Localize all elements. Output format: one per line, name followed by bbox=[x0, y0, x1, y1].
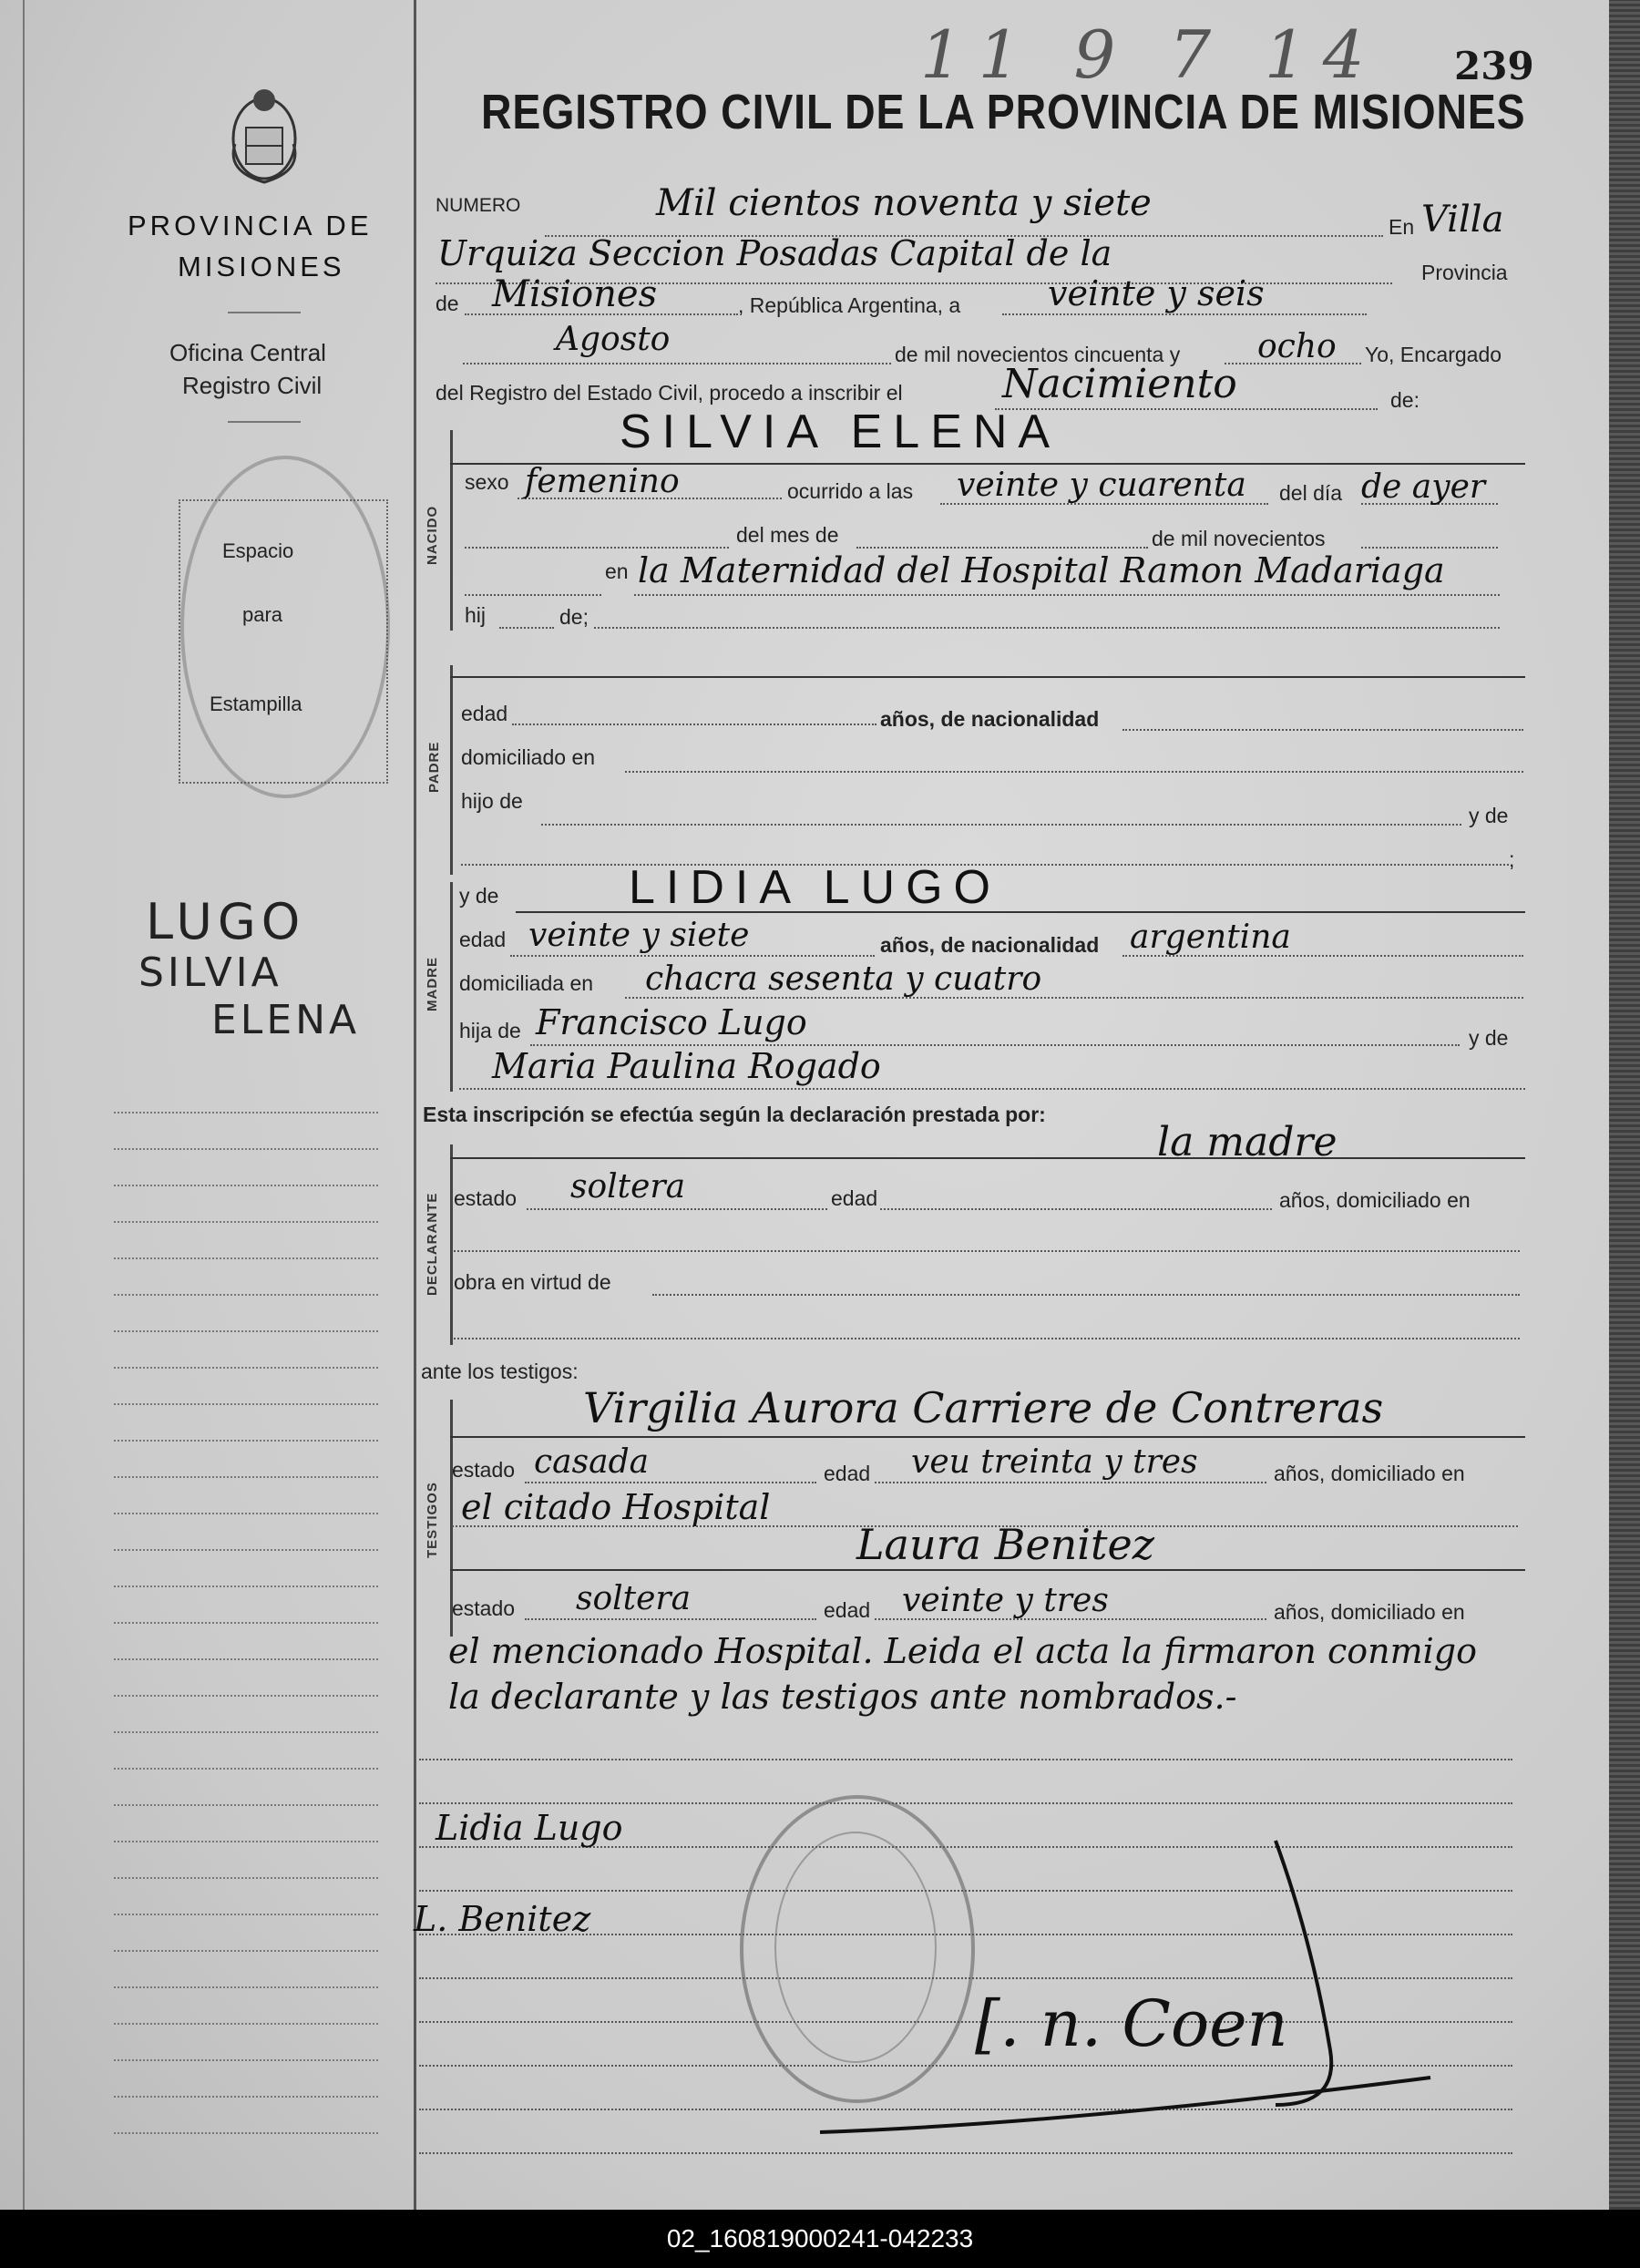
sexo-label: sexo bbox=[465, 470, 509, 494]
margin-surname: LUGO bbox=[146, 893, 306, 950]
margin-rule-line bbox=[114, 1440, 378, 1442]
office-line-2: Registro Civil bbox=[182, 372, 323, 399]
hora-value: veinte y cuarenta bbox=[957, 467, 1246, 504]
fill-line bbox=[625, 771, 1523, 773]
margin-rule-line bbox=[114, 1804, 378, 1806]
fill-line bbox=[454, 1250, 1520, 1252]
lugar-value: la Maternidad del Hospital Ramon Madariaga bbox=[638, 550, 1445, 590]
nacido-name: SILVIA ELENA bbox=[620, 405, 1061, 458]
madre-madre-value: Maria Paulina Rogado bbox=[492, 1046, 881, 1086]
year-label: de mil novecientos cincuenta y bbox=[895, 343, 1181, 366]
declarante-edad-label: edad bbox=[831, 1186, 878, 1210]
madre-edad-value: veinte y siete bbox=[528, 917, 750, 954]
name-line bbox=[450, 1157, 1525, 1159]
act-value: Nacimiento bbox=[1002, 361, 1237, 407]
margin-rule-line bbox=[114, 2132, 378, 2134]
margin-rule-line bbox=[114, 2096, 378, 2098]
testigo1-estado-value: casada bbox=[534, 1443, 650, 1481]
testigo2-edad-label: edad bbox=[824, 1598, 871, 1622]
declarante-side-label: DECLARANTE bbox=[425, 1192, 440, 1296]
fill-line bbox=[1122, 729, 1523, 731]
madre-nacionalidad-value: argentina bbox=[1130, 918, 1291, 956]
fill-line bbox=[463, 363, 891, 364]
officer-signature-flourish bbox=[802, 1832, 1458, 2160]
margin-rule-line bbox=[114, 1622, 378, 1624]
padre-anos-label: años, de nacionalidad bbox=[880, 707, 1100, 731]
padre-yde-label: y de bbox=[1469, 804, 1509, 827]
province-line-1: PROVINCIA DE bbox=[128, 210, 373, 241]
republica-label: , República Argentina, a bbox=[738, 293, 961, 317]
testigo2-edad-value: veinte y tres bbox=[902, 1582, 1109, 1619]
declarante-por-value: la madre bbox=[1157, 1119, 1338, 1165]
testigo1-edad-label: edad bbox=[824, 1462, 871, 1485]
margin-rule-line bbox=[114, 1549, 378, 1551]
yo-label: Yo, Encargado bbox=[1365, 343, 1502, 366]
section-bracket bbox=[450, 430, 453, 631]
fill-line bbox=[525, 1482, 816, 1483]
handwritten-folio-number: 11 9 7 14 bbox=[920, 16, 1381, 93]
padre-side-label: PADRE bbox=[426, 741, 442, 793]
margin-rule-line bbox=[114, 1695, 378, 1697]
fill-line bbox=[525, 1618, 816, 1620]
section-bracket bbox=[450, 1144, 453, 1345]
fill-line bbox=[465, 547, 729, 549]
fill-line bbox=[1361, 547, 1498, 549]
declarante-intro-label: Esta inscripción se efectúa según la declaración prestada por: bbox=[423, 1103, 1046, 1126]
testigos-side-label: TESTIGOS bbox=[425, 1482, 440, 1558]
madre-yde2-label: y de bbox=[1469, 1026, 1509, 1050]
en-lugar-label: en bbox=[605, 559, 629, 583]
padre-edad-label: edad bbox=[461, 702, 508, 725]
madre-side-label: MADRE bbox=[425, 957, 440, 1011]
margin-rule-line bbox=[114, 1658, 378, 1660]
column-divider bbox=[414, 0, 416, 2210]
page-title: REGISTRO CIVIL DE LA PROVINCIA DE MISIONES bbox=[481, 85, 1526, 139]
margin-rule-line bbox=[114, 1367, 378, 1369]
divider bbox=[228, 312, 301, 313]
coat-of-arms-icon bbox=[219, 80, 310, 190]
margin-rule-line bbox=[114, 1185, 378, 1186]
testigo1-name: Virgilia Aurora Carriere de Contreras bbox=[583, 1383, 1384, 1432]
name-line bbox=[450, 676, 1525, 678]
testigo1-domicilio-value: el citado Hospital bbox=[461, 1487, 771, 1527]
declarante-anos-label: años, domiciliado en bbox=[1279, 1188, 1471, 1212]
place-value: Urquiza Seccion Posadas Capital de la bbox=[437, 233, 1112, 273]
page-number: 239 bbox=[1454, 44, 1534, 88]
nacido-side-label: NACIDO bbox=[425, 505, 440, 565]
padre-semicolon: ; bbox=[1509, 847, 1515, 871]
provincia-label: Provincia bbox=[1421, 261, 1508, 284]
fill-line bbox=[454, 1338, 1520, 1339]
fill-line bbox=[1002, 313, 1367, 315]
stamp-box bbox=[179, 499, 388, 784]
margin-rule-line bbox=[114, 1294, 378, 1296]
closing-line-1: el mencionado Hospital. Leida el acta la firmaron conmigo bbox=[448, 1631, 1477, 1671]
signature-witness: L. Benitez bbox=[414, 1899, 591, 1939]
margin-rule-line bbox=[114, 1403, 378, 1405]
closing-line-2: la declarante y las testigos ante nombrados.- bbox=[448, 1677, 1237, 1717]
margin-rule-line bbox=[114, 1112, 378, 1113]
left-margin-column bbox=[0, 0, 414, 2210]
margin-rule-line bbox=[114, 1586, 378, 1587]
declarante-estado-label: estado bbox=[454, 1186, 518, 1210]
margin-rule bbox=[23, 0, 25, 2210]
madre-hija-label: hija de bbox=[459, 1019, 521, 1042]
fill-line bbox=[512, 724, 876, 725]
numero-value: Mil cientos noventa y siete bbox=[656, 182, 1152, 224]
testigo1-anos-label: años, domiciliado en bbox=[1274, 1462, 1465, 1485]
dia-label: del día bbox=[1279, 481, 1343, 505]
signature-mother: Lidia Lugo bbox=[436, 1808, 623, 1848]
rule-line bbox=[419, 1759, 1512, 1760]
fill-line bbox=[510, 955, 875, 957]
fill-line bbox=[499, 627, 554, 629]
testigo2-estado-label: estado bbox=[452, 1596, 516, 1620]
madre-yde-label: y de bbox=[459, 884, 499, 908]
fill-line bbox=[875, 1482, 1266, 1483]
margin-rule-line bbox=[114, 1148, 378, 1150]
fill-line bbox=[541, 824, 1461, 826]
registro-label: del Registro del Estado Civil, procedo a inscribir el bbox=[436, 381, 903, 405]
fill-line bbox=[594, 627, 1500, 629]
section-bracket bbox=[450, 665, 453, 875]
hij-label: hij bbox=[465, 603, 487, 627]
de2-label: de: bbox=[1390, 388, 1420, 412]
testigo2-estado-value: soltera bbox=[576, 1580, 692, 1617]
declarante-obra-label: obra en virtud de bbox=[454, 1270, 611, 1294]
margin-rule-line bbox=[114, 2023, 378, 2025]
margin-rule-line bbox=[114, 1950, 378, 1952]
en-value: Villa bbox=[1421, 199, 1504, 241]
hij-de-label: de; bbox=[559, 605, 589, 629]
mil-label: de mil novecientos bbox=[1152, 527, 1326, 550]
image-code-footer: 02_160819000241-042233 bbox=[0, 2210, 1640, 2268]
signature-officer: [. n. Coen bbox=[975, 1986, 1288, 2061]
margin-name-2: ELENA bbox=[211, 997, 361, 1043]
fill-line bbox=[459, 1088, 1525, 1090]
stamp-label-espacio: Espacio bbox=[222, 539, 294, 562]
numero-label: NUMERO bbox=[436, 195, 521, 216]
en-label: En bbox=[1389, 215, 1415, 239]
margin-rule-line bbox=[114, 1841, 378, 1842]
testigo2-name: Laura Benitez bbox=[856, 1520, 1154, 1569]
mes-label: del mes de bbox=[736, 523, 839, 547]
margin-rule-line bbox=[114, 2059, 378, 2061]
margin-rule-line bbox=[114, 1877, 378, 1879]
name-line bbox=[450, 1436, 1525, 1438]
year-value: ocho bbox=[1257, 328, 1337, 365]
divider bbox=[228, 421, 301, 423]
testigo1-edad-value: veu treinta y tres bbox=[911, 1443, 1198, 1481]
testigo1-estado-label: estado bbox=[452, 1458, 516, 1482]
madre-padre-value: Francisco Lugo bbox=[536, 1002, 807, 1042]
month-value: Agosto bbox=[556, 321, 671, 358]
madre-edad-label: edad bbox=[459, 928, 507, 951]
stamp-label-para: para bbox=[242, 603, 283, 626]
madre-domicilio-label: domiciliada en bbox=[459, 971, 594, 995]
section-bracket bbox=[450, 882, 453, 1092]
margin-rule-line bbox=[114, 1476, 378, 1478]
book-binding bbox=[1609, 0, 1640, 2210]
margin-rule-line bbox=[114, 1731, 378, 1733]
fill-line bbox=[465, 594, 601, 596]
de-label: de bbox=[436, 292, 459, 315]
office-seal bbox=[180, 456, 390, 798]
testigo2-anos-label: años, domiciliado en bbox=[1274, 1600, 1465, 1624]
stamp-label-estampilla: Estampilla bbox=[210, 693, 302, 715]
office-line-1: Oficina Central bbox=[169, 339, 326, 366]
ocurrido-label: ocurrido a las bbox=[787, 479, 914, 503]
testigos-ante-label: ante los testigos: bbox=[421, 1360, 579, 1383]
dia-value: de ayer bbox=[1361, 468, 1486, 506]
margin-rule-line bbox=[114, 1914, 378, 1915]
margin-rule-line bbox=[114, 1768, 378, 1770]
fill-line bbox=[880, 1208, 1272, 1210]
province-value: Misiones bbox=[492, 273, 658, 315]
padre-domicilio-label: domiciliado en bbox=[461, 745, 596, 769]
name-line bbox=[450, 1569, 1525, 1571]
rule-line bbox=[419, 1802, 1512, 1804]
margin-name-1: SILVIA bbox=[138, 949, 282, 996]
madre-name: LIDIA LUGO bbox=[629, 861, 1001, 914]
province-line-2: MISIONES bbox=[178, 251, 345, 282]
margin-rule-line bbox=[114, 1221, 378, 1223]
sexo-value: femenino bbox=[525, 463, 680, 500]
margin-rule-line bbox=[114, 1986, 378, 1988]
fill-line bbox=[527, 1208, 827, 1210]
fill-line bbox=[634, 594, 1500, 596]
day-value: veinte y seis bbox=[1048, 273, 1265, 313]
fill-line bbox=[652, 1294, 1520, 1296]
margin-rule-line bbox=[114, 1330, 378, 1332]
madre-anos-label: años, de nacionalidad bbox=[880, 933, 1100, 957]
margin-rule-line bbox=[114, 1257, 378, 1259]
padre-hijo-label: hijo de bbox=[461, 789, 523, 813]
margin-rule-line bbox=[114, 1513, 378, 1514]
declarante-estado-value: soltera bbox=[570, 1168, 686, 1206]
madre-domicilio-value: chacra sesenta y cuatro bbox=[645, 960, 1042, 998]
fill-line bbox=[856, 547, 1148, 549]
